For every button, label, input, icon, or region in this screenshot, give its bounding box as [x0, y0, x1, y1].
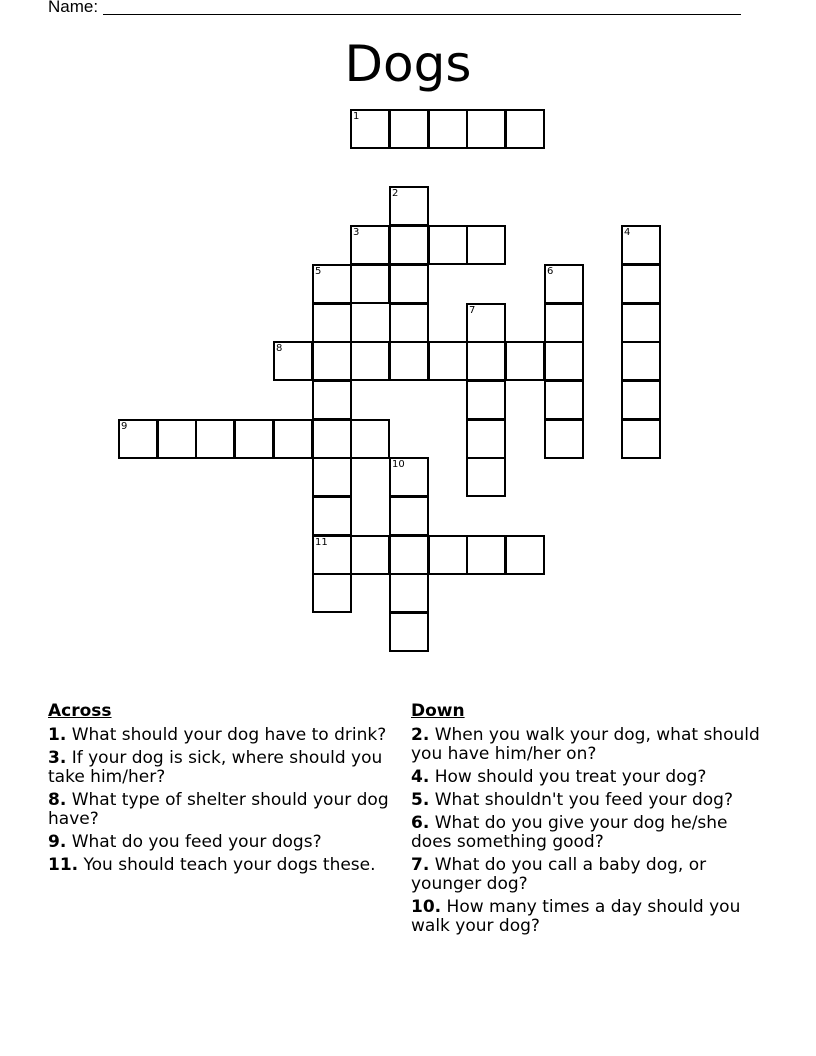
grid-cell[interactable] [466, 109, 506, 149]
down-heading: Down [411, 701, 465, 721]
down-clue [411, 791, 761, 810]
grid-cell[interactable] [273, 341, 313, 381]
grid-cell[interactable] [312, 419, 352, 459]
clue-number: 2. [411, 725, 430, 745]
grid-cell[interactable] [389, 303, 429, 343]
grid-cell[interactable] [312, 380, 352, 420]
grid-cell[interactable] [466, 457, 506, 497]
grid-cell[interactable] [312, 535, 352, 575]
grid-cell[interactable] [621, 341, 661, 381]
grid-cell[interactable] [428, 535, 468, 575]
down-clue [411, 814, 761, 852]
grid-cell[interactable] [350, 341, 390, 381]
grid-cell[interactable] [118, 419, 158, 459]
grid-cell[interactable] [350, 109, 390, 149]
grid-cell[interactable] [466, 535, 506, 575]
across-clue [48, 726, 393, 745]
across-clue [48, 833, 393, 852]
cell-number: 11 [315, 537, 328, 548]
grid-cell[interactable] [428, 225, 468, 265]
grid-cell[interactable] [195, 419, 235, 459]
grid-cell[interactable] [389, 186, 429, 226]
clue-number: 3. [48, 748, 67, 768]
grid-cell[interactable] [234, 419, 274, 459]
cell-number: 2 [392, 188, 399, 199]
grid-cell[interactable] [466, 419, 506, 459]
clue-text: What do you call a baby dog, or younger dog? [411, 855, 707, 894]
grid-cell[interactable] [621, 419, 661, 459]
clue-number: 4. [411, 767, 430, 787]
clue-text: What type of shelter should your dog have? [48, 790, 389, 829]
grid-cell[interactable] [466, 380, 506, 420]
grid-cell[interactable] [505, 535, 545, 575]
grid-cell[interactable] [544, 380, 584, 420]
grid-cell[interactable] [389, 612, 429, 652]
clue-number: 5. [411, 790, 430, 810]
clue-text: You should teach your dogs these. [83, 855, 376, 875]
grid-cell[interactable] [312, 496, 352, 536]
across-clue [48, 856, 393, 875]
grid-cell[interactable] [389, 573, 429, 613]
grid-cell[interactable] [621, 380, 661, 420]
across-clues [48, 702, 393, 879]
grid-cell[interactable] [350, 264, 390, 304]
grid-cell[interactable] [273, 419, 313, 459]
grid-cell[interactable] [389, 264, 429, 304]
grid-cell[interactable] [544, 264, 584, 304]
clue-text: What do you feed your dogs? [71, 832, 322, 852]
cell-number: 10 [392, 459, 405, 470]
grid-cell[interactable] [544, 419, 584, 459]
down-clue [411, 768, 761, 787]
name-underline[interactable] [103, 14, 741, 15]
clue-number: 1. [48, 725, 67, 745]
grid-cell[interactable] [350, 225, 390, 265]
grid-cell[interactable] [350, 535, 390, 575]
grid-cell[interactable] [312, 457, 352, 497]
cell-number: 6 [547, 266, 554, 277]
grid-cell[interactable] [466, 303, 506, 343]
clue-number: 6. [411, 813, 430, 833]
page-title: Dogs [344, 35, 472, 93]
cell-number: 5 [315, 266, 322, 277]
grid-cell[interactable] [505, 341, 545, 381]
clue-text: How many times a day should you walk your dog? [411, 897, 741, 936]
clue-number: 8. [48, 790, 67, 810]
cell-number: 1 [353, 111, 360, 122]
grid-cell[interactable] [466, 225, 506, 265]
clue-text: What should your dog have to drink? [71, 725, 387, 745]
down-clue [411, 856, 761, 894]
grid-cell[interactable] [312, 573, 352, 613]
grid-cell[interactable] [505, 109, 545, 149]
down-clue [411, 726, 761, 764]
name-label: Name: [48, 0, 99, 16]
across-heading: Across [48, 701, 112, 721]
grid-cell[interactable] [389, 535, 429, 575]
grid-cell[interactable] [621, 225, 661, 265]
clue-number: 7. [411, 855, 430, 875]
grid-cell[interactable] [389, 109, 429, 149]
clue-text: What shouldn't you feed your dog? [434, 790, 733, 810]
name-field [48, 0, 98, 17]
grid-cell[interactable] [312, 264, 352, 304]
grid-cell[interactable] [466, 341, 506, 381]
cell-number: 7 [469, 305, 476, 316]
clue-number: 9. [48, 832, 67, 852]
grid-cell[interactable] [389, 225, 429, 265]
grid-cell[interactable] [621, 264, 661, 304]
grid-cell[interactable] [350, 419, 390, 459]
grid-cell[interactable] [389, 457, 429, 497]
grid-cell[interactable] [389, 496, 429, 536]
down-clue [411, 898, 761, 936]
cell-number: 3 [353, 227, 360, 238]
grid-cell[interactable] [544, 303, 584, 343]
down-clues [411, 702, 761, 940]
cell-number: 4 [624, 227, 631, 238]
grid-cell[interactable] [312, 303, 352, 343]
grid-cell[interactable] [312, 341, 352, 381]
cell-number: 9 [121, 421, 128, 432]
grid-cell[interactable] [157, 419, 197, 459]
across-clue [48, 791, 393, 829]
clue-text: What do you give your dog he/she does something good? [411, 813, 728, 852]
clue-text: If your dog is sick, where should you take him/her? [48, 748, 383, 787]
grid-cell[interactable] [621, 303, 661, 343]
grid-cell[interactable] [428, 341, 468, 381]
across-clue [48, 749, 393, 787]
grid-cell[interactable] [428, 109, 468, 149]
clue-number: 10. [411, 897, 442, 917]
cell-number: 8 [276, 343, 283, 354]
clue-number: 11. [48, 855, 79, 875]
grid-cell[interactable] [544, 341, 584, 381]
clue-text: When you walk your dog, what should you have him/her on? [411, 725, 760, 764]
grid-cell[interactable] [389, 341, 429, 381]
clue-text: How should you treat your dog? [434, 767, 707, 787]
